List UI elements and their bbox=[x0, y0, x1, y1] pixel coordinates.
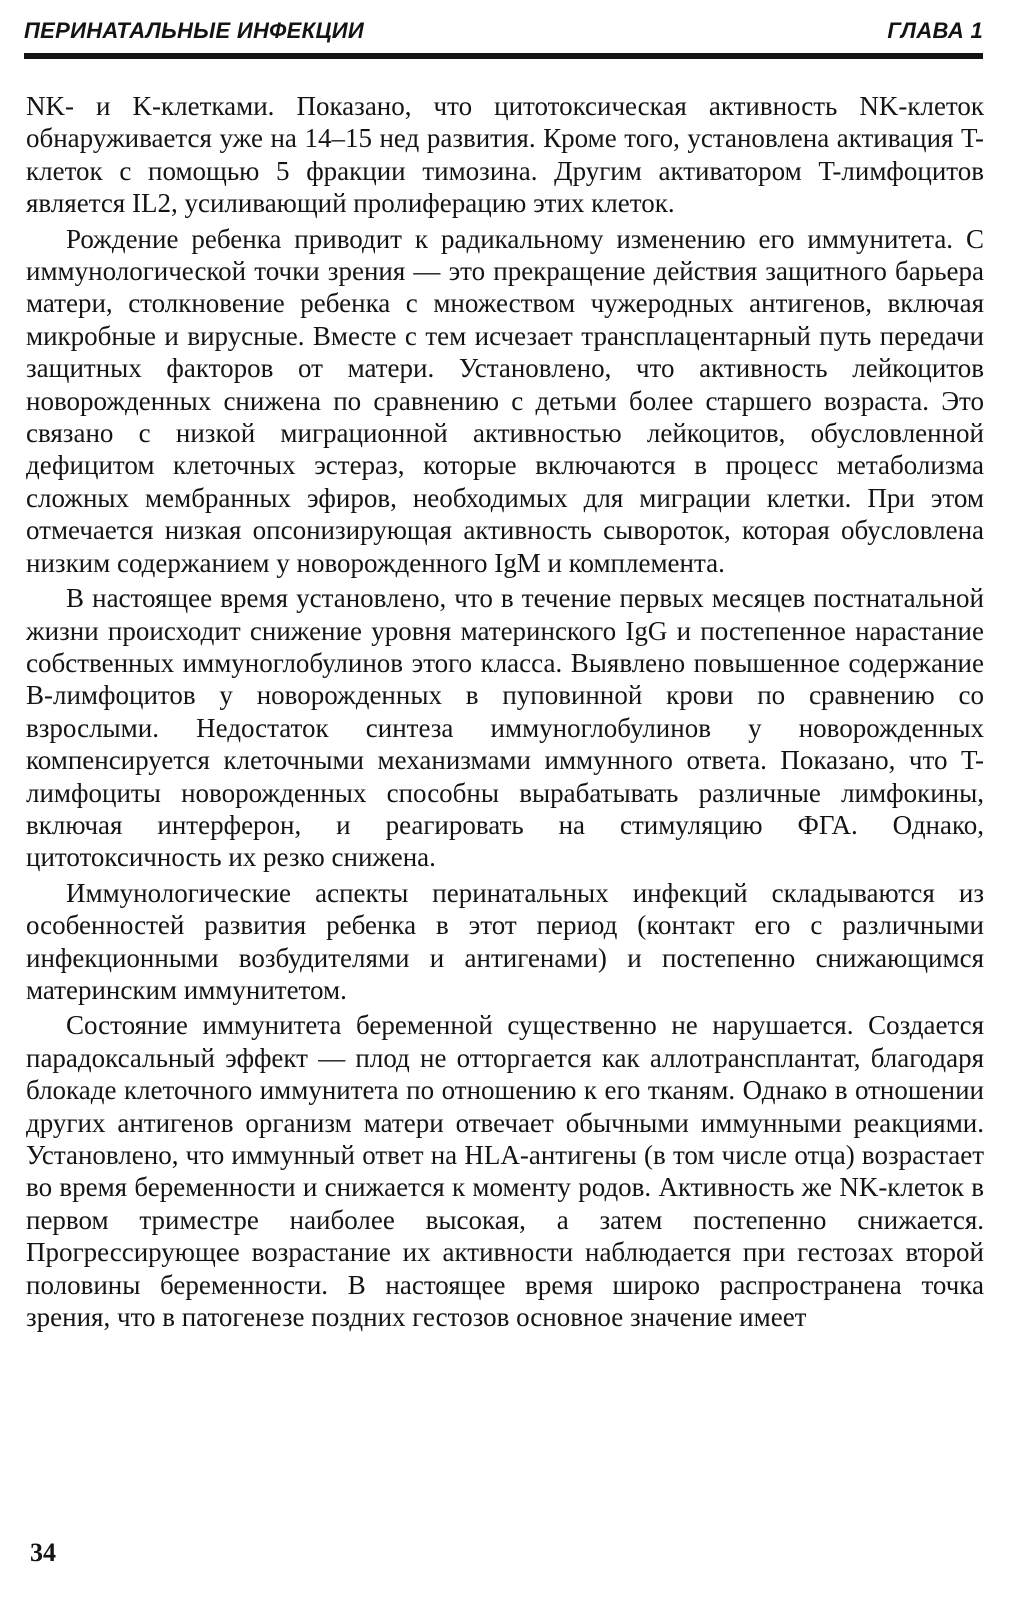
paragraph-1: NK- и K-клетками. Показано, что цитотоксическая активность NK-клеток обнаруживается уже на 14–15 нед развития. Кроме того, установлена активация T-клеток с помощью 5 фракции тимозина. Другим активатором T-лимфоцитов является IL2, усиливающий пролиферацию этих клеток. bbox=[26, 91, 984, 219]
page-number: 34 bbox=[30, 1538, 56, 1567]
paragraph-3: В настоящее время установлено, что в течение первых месяцев постнатальной жизни происходит снижение уровня материнского IgG и постепенное нарастание собственных иммуноглобулинов этого класса. Выявлено повышенное содержание B-лимфоцитов у новорожденных в пуповинной крови по сравнению со взрослыми. Недостаток синтеза иммуноглобулинов у новорожденных компенсируется клеточными механизмами иммунного ответа. Показано, что T-лимфоциты новорожденных способны вырабатывать различные лимфокины, включая интерферон, и реагировать на стимуляцию ФГА. Однако, цитотоксичность их резко снижена. bbox=[26, 583, 984, 873]
body-text bbox=[26, 90, 984, 1336]
paragraph-5: Состояние иммунитета беременной существенно не нарушается. Создается парадоксальный эффект — плод не отторгается как аллотрансплантат, благодаря блокаде клеточного иммунитета по отношению к его тканям. Однако в отношении других антигенов организм матери отвечает обычными иммунными реакциями. Установлено, что иммунный ответ на HLA-антигены (в том числе отца) возрастает во время беременности и снижается к моменту родов. Активность же NK-клеток в первом триместре наиболее высокая, а затем постепенно снижается. Прогрессирующее возрастание их активности наблюдается при гестозах второй половины беременности. В настоящее время широко распространена точка зрения, что в патогенезе поздних гестозов основное значение имеет bbox=[26, 1010, 984, 1333]
paragraph-4: Иммунологические аспекты перинатальных инфекций складываются из особенностей развития ребенка в этот период (контакт его с различными инфекционными возбудителями и антигенами) и постепенно снижающимся материнским иммунитетом. bbox=[26, 877, 984, 1005]
section-title: ПЕРИНАТАЛЬНЫЕ ИНФЕКЦИИ bbox=[24, 18, 365, 43]
running-header bbox=[24, 18, 983, 48]
paragraph-2: Рождение ребенка приводит к радикальному изменению его иммунитета. С иммунологической точки зрения — это прекращение действия защитного барьера матери, столкновение ребенка с множеством чужеродных антигенов, включая микробные и вирусные. Вместе с тем исчезает трансплацентарный путь передачи защитных факторов от матери. Установлено, что активность лейкоцитов новорожденных снижена по сравнению с детьми более старшего возраста. Это связано с низкой миграционной активностью лейкоцитов, обусловленной дефицитом клеточных эстераз, которые включаются в процесс метаболизма сложных мембранных эфиров, необходимых для миграции клетки. При этом отмечается низкая опсонизирующая активность сывороток, которая обусловлена низким содержанием у новорожденного IgM и комплемента. bbox=[26, 223, 984, 578]
header-rule bbox=[24, 53, 983, 59]
chapter-label: ГЛАВА 1 bbox=[887, 18, 983, 43]
